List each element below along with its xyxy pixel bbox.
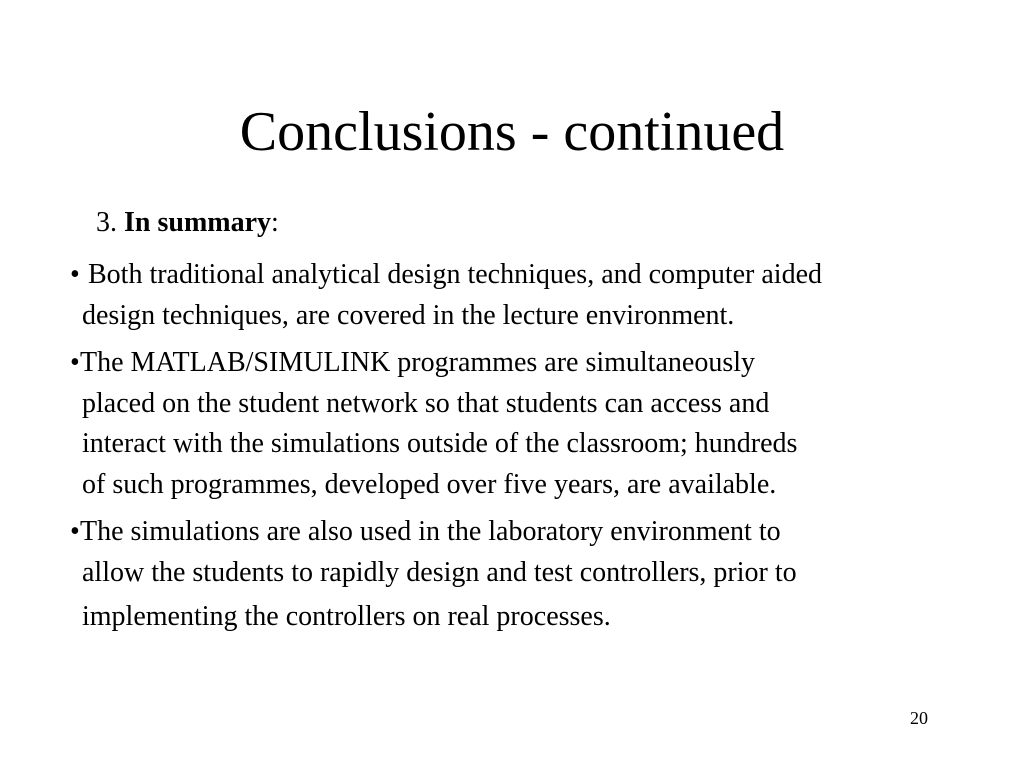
bullet-item	[70, 255, 1010, 336]
summary-suffix: :	[271, 207, 279, 238]
summary-heading	[96, 205, 279, 241]
bullet-marker: •	[70, 516, 80, 547]
page-number: 20	[910, 708, 928, 728]
bullet-marker: •	[70, 347, 80, 378]
bullet-line: The simulations are also used in the laboratory environment to	[80, 516, 781, 547]
bullet-line: Both traditional analytical design techniques, and computer aided	[88, 259, 823, 290]
bullet-line: interact with the simulations outside of the classroom; hundreds	[82, 428, 798, 459]
bullet-list	[70, 255, 1010, 645]
bullet-marker: •	[70, 259, 80, 290]
summary-number: 3.	[96, 207, 117, 238]
slide-title: Conclusions - continued	[239, 101, 785, 163]
bullet-line: placed on the student network so that students can access and	[82, 387, 770, 419]
bullet-item	[70, 512, 1010, 638]
bullet-line: implementing the controllers on real processes.	[82, 601, 611, 632]
bullet-line: The MATLAB/SIMULINK programmes are simultaneously	[80, 347, 755, 378]
bullet-line: design techniques, are covered in the lecture environment.	[82, 299, 735, 331]
bullet-line: allow the students to rapidly design and test controllers, prior to	[82, 556, 797, 588]
bullet-item	[70, 343, 1010, 505]
bullet-line: of such programmes, developed over five years, are available.	[82, 468, 777, 500]
summary-label: In summary	[124, 207, 272, 238]
